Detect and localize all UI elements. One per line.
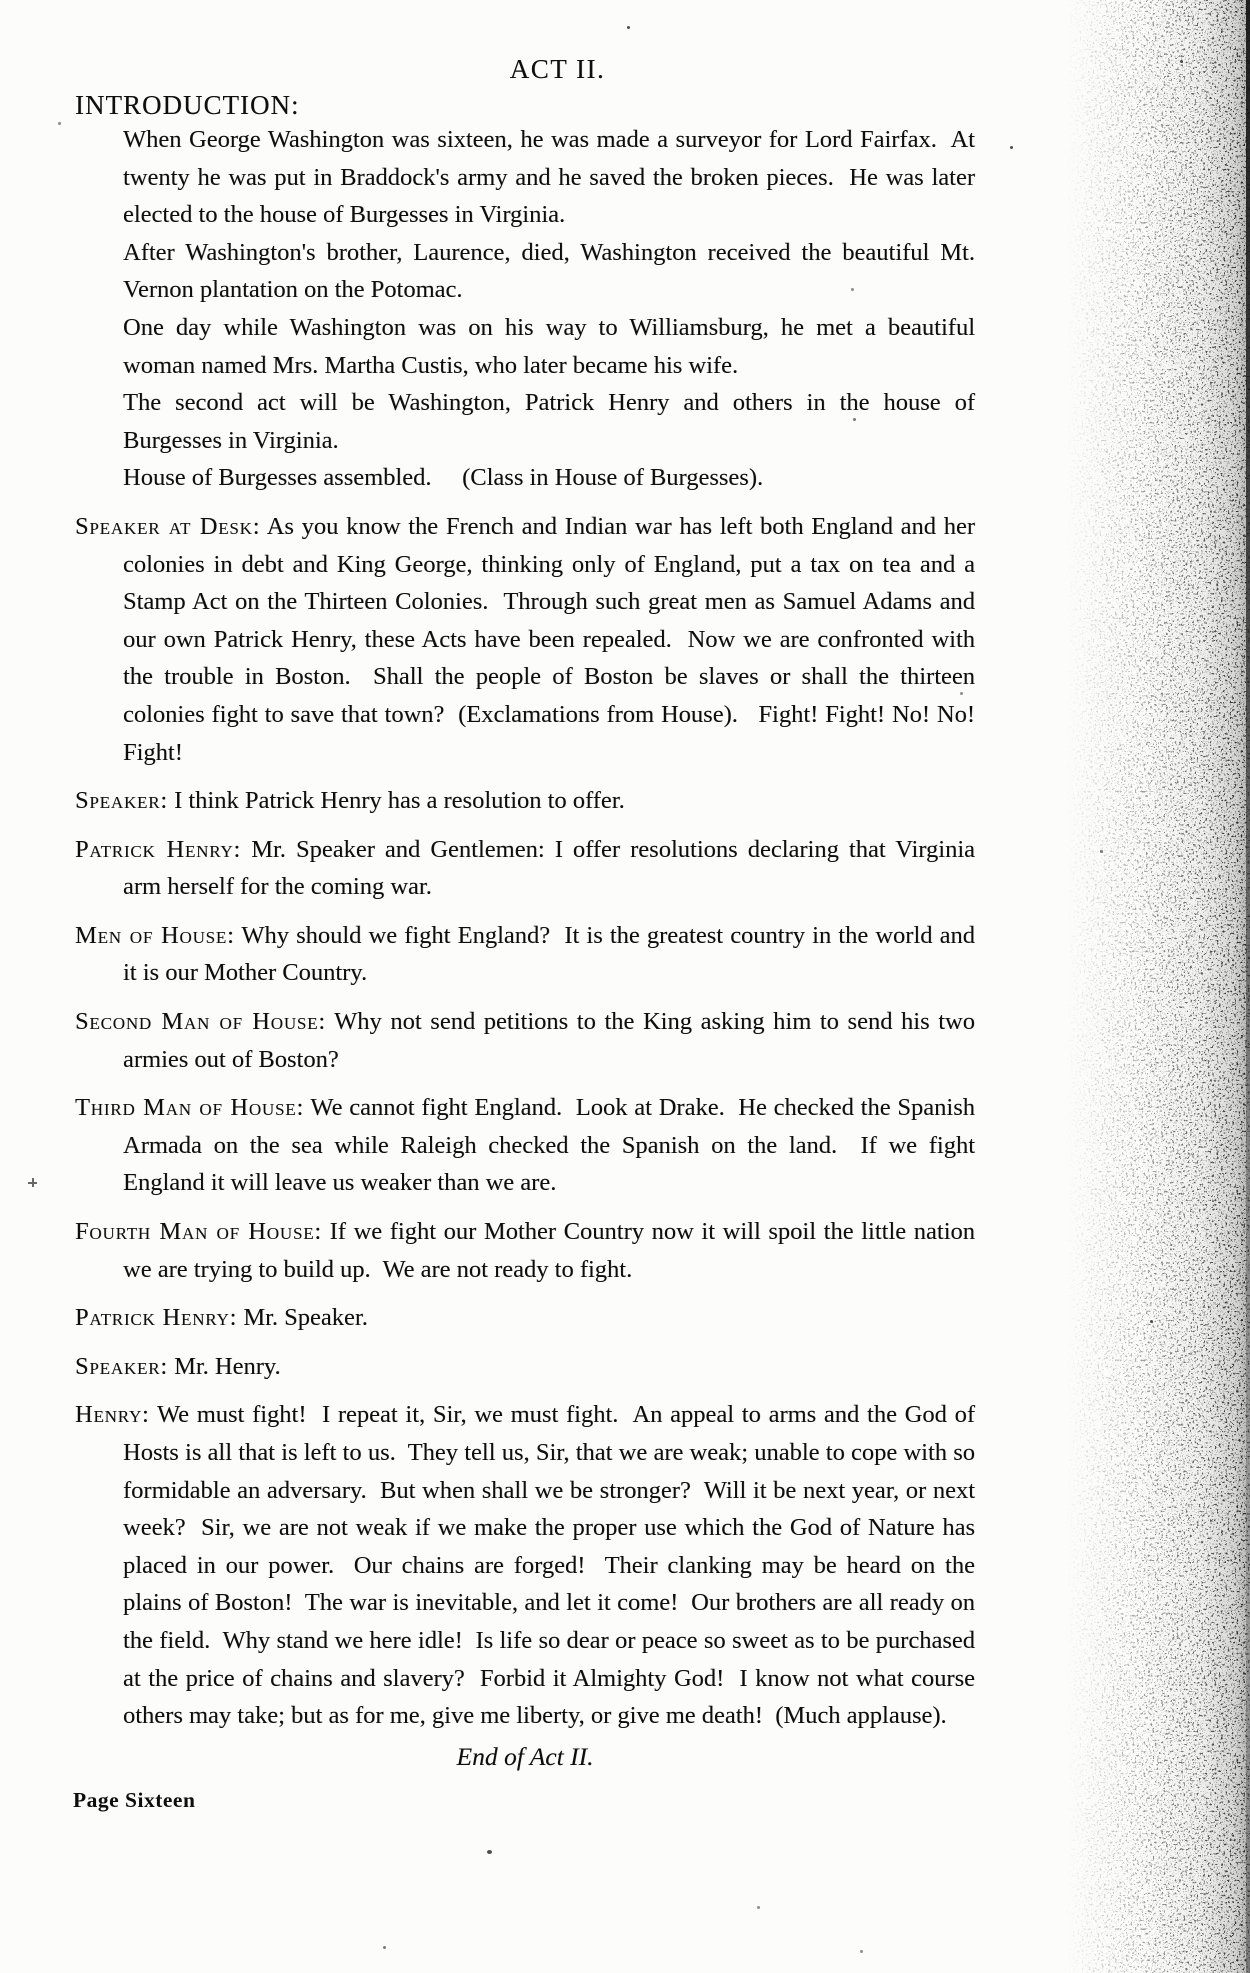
dialogue-text: We cannot fight England. Look at Drake. He checked the Spanish Armada on the sea while Raleigh checked the Spanish on the land. If we fight England it will leave us weaker than we are. [123,1094,982,1197]
intro-paragraph-text: When George Washington was sixteen, he was made a surveyor for Lord Fairfax. At twenty he was put in Braddock's army and he saved the broken pieces. He was later elected to the house of Burgesses in Virginia. [123,126,982,229]
intro-paragraph-text: One day while Washington was on his way to Williamsburg, he met a beautiful woman named Mrs. Martha Custis, who later became his wife. [123,313,982,379]
intro-paragraph-text: After Washington's brother, Laurence, died, Washington received the beautiful Mt. Vernon plantation on the Potomac. [123,238,981,304]
dialogue-line [75,917,982,992]
page-number-label: Page Sixteen [73,1787,196,1812]
dialogue-line [75,508,982,771]
intro-paragraph [123,121,982,234]
speaker-name: Henry: [75,1401,150,1429]
dialogue-line [75,1299,975,1337]
dialogue-line [75,1003,982,1078]
speaker-name: Speaker: [75,1352,168,1380]
speaker-name: Patrick Henry: [75,1304,238,1332]
speaker-name: Second Man of House: [75,1008,326,1036]
speaker-name: Speaker: [75,787,168,815]
dialogue-text: If we fight our Mother Country now it will spoil the little nation we are trying to build up. We are not ready to fight. [123,1218,982,1283]
dialogue-text: Why not send petitions to the King asking him to send his two armies out of Boston? [123,1008,982,1073]
speaker-name: Patrick Henry: [75,835,242,863]
intro-paragraph [123,384,982,459]
dialogue-text: Mr. Henry. [174,1352,281,1380]
speaker-name: Men of House: [75,921,235,949]
introduction-heading: INTRODUCTION: [75,90,300,120]
act-title: ACT II. [509,54,606,84]
intro-paragraph [123,309,982,384]
speaker-name: Speaker at Desk: [75,512,261,540]
dialogue-text: I think Patrick Henry has a resolution to offer. [174,787,625,815]
dialogue-text: We must fight! I repeat it, Sir, we must fight. An appeal to arms and the God of Hosts is all that is left to us. They tell us, Sir, that we are weak; unable to cope with so formidable an adversary. But when shall we be stronger? Will it be next year, or next week? Sir, we are not weak if we make the proper use which the God of Nature has placed in our power. Our chains are forged! Their clanking may be heard on the plains of Boston! The war is inevitable, and let it come! Our brothers are all ready on the field. Why stand we here idle! Is life so dear or peace so sweet as to be purchased at the price of chains and slavery? Forbid it Almighty God! I know not what course others may take; but as for me, give me liberty, or give me death! (Much applause). [123,1401,982,1730]
intro-paragraph-text: The second act will be Washington, Patrick Henry and others in the house of Burgesses in Virginia. [123,389,982,454]
intro-paragraph [123,234,981,309]
speaker-name: Fourth Man of House: [75,1218,322,1246]
dialogue-text: As you know the French and Indian war has left both England and her colonies in debt and King George, thinking only of England, put a tax on tea and a Stamp Act on the Thirteen Colonies. Through such great men as Samuel Adams and our own Patrick Henry, these Acts have been repealed. Now we are confronted with the trouble in Boston. Shall the people of Boston be slaves or shall the thirteen colonies fight to save that town? (Exclamations from House). Fight! Fight! No! No! Fight! [123,512,982,766]
speaker-name: Third Man of House: [75,1094,305,1122]
dialogue-text: Why should we fight England? It is the greatest country in the world and it is our Mother Country. [123,921,982,987]
dialogue-line [75,1396,982,1734]
dialogue-text: Mr. Speaker. [243,1304,368,1332]
intro-paragraph [123,459,975,497]
dialogue-line [75,782,975,820]
end-of-act-label: End of Act II. [456,1741,594,1771]
dialogue-line [75,1213,982,1288]
dialogue-line [75,831,982,906]
intro-paragraph-text: House of Burgesses assembled. (Class in House of Burgesses). [123,464,764,492]
dialogue-line [75,1348,975,1386]
dialogue-line [75,1089,982,1202]
dialogue-text: Mr. Speaker and Gentlemen: I offer resolutions declaring that Virginia arm herself for the coming war. [123,835,982,901]
